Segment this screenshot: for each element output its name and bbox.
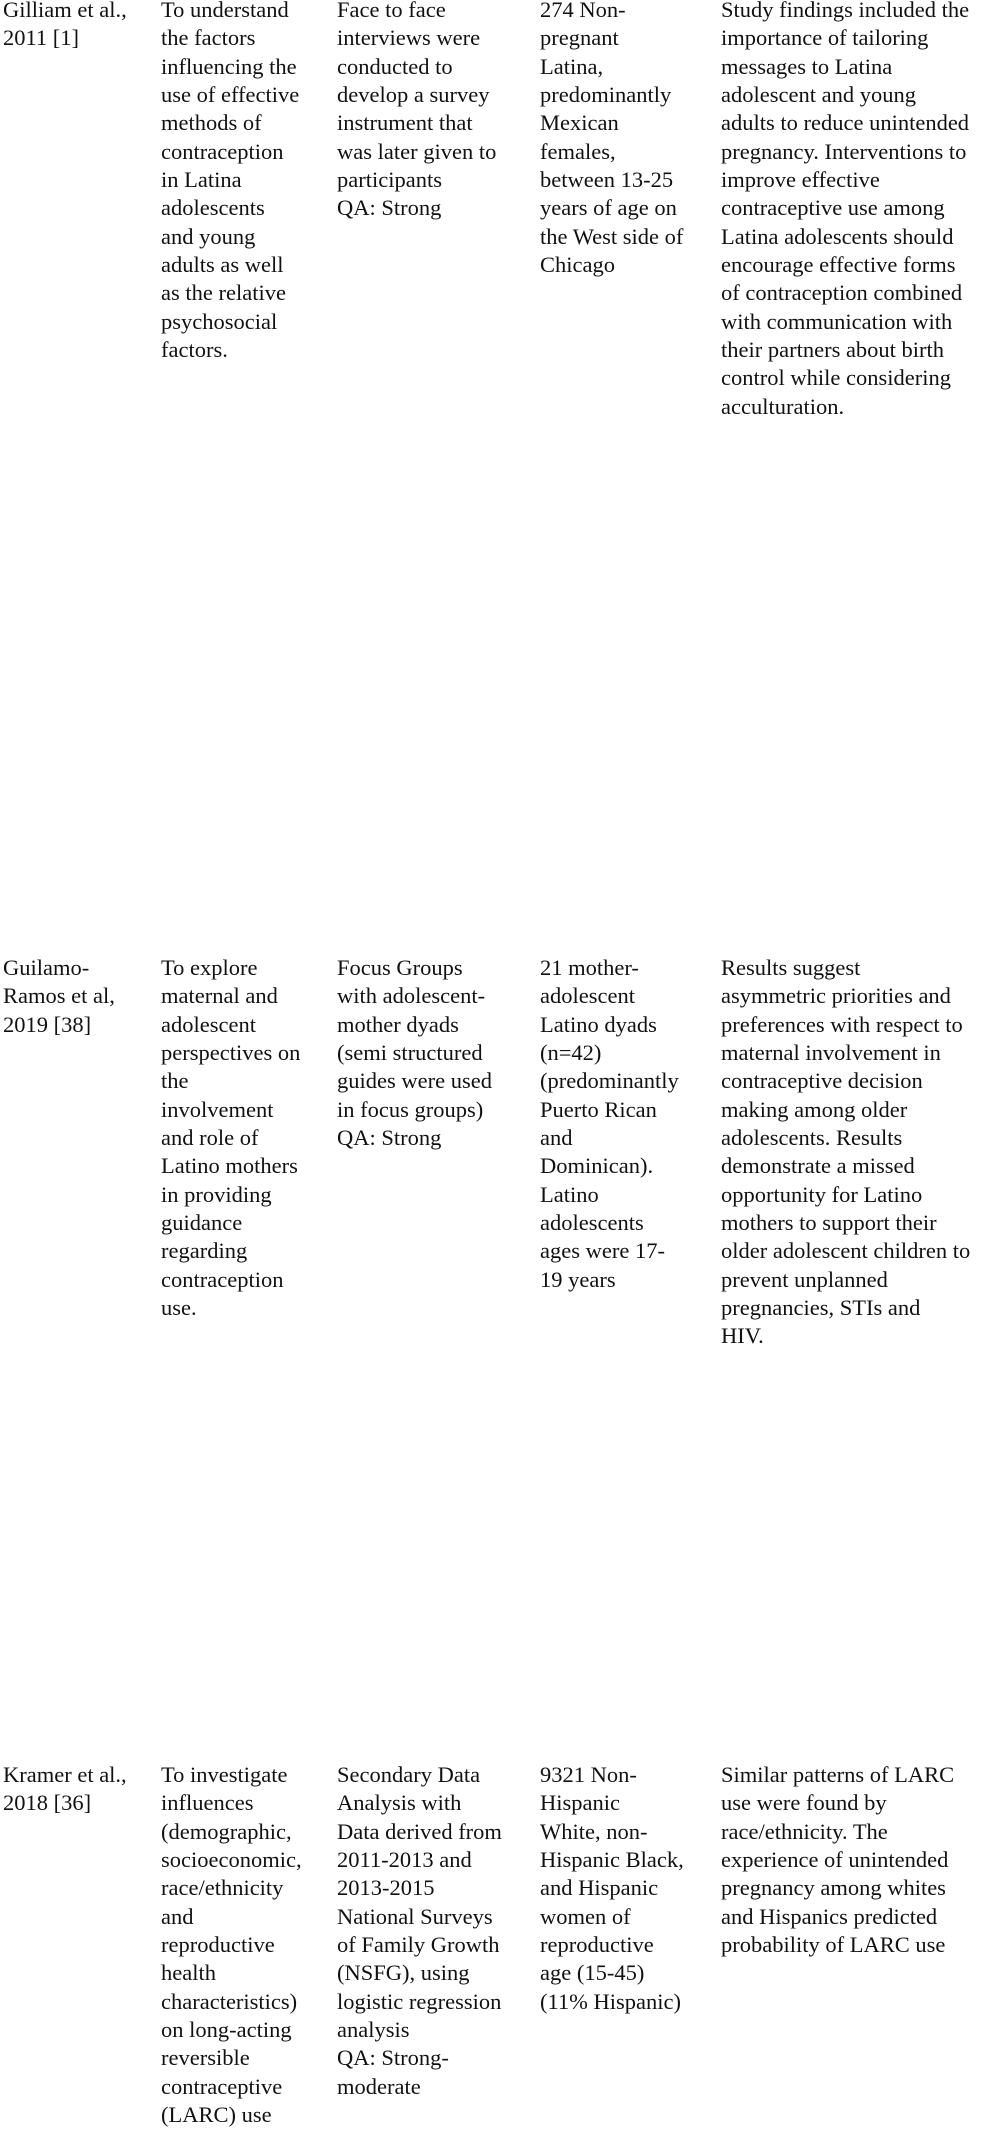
text-line: control while considering [721, 365, 951, 391]
text-line: use of effective [161, 82, 300, 108]
text-line: Latino dyads [540, 1011, 657, 1037]
purpose-cell [161, 954, 331, 1322]
text-line: Guilamo- [3, 955, 90, 980]
text-line: in providing [161, 1181, 272, 1207]
text-line: Data derived from [337, 1818, 502, 1844]
text-line: conducted to [337, 53, 453, 79]
text-line: race/ethnicity [161, 1875, 284, 1901]
text-line: importance of tailoring [721, 25, 929, 51]
text-line: analysis [337, 2017, 410, 2043]
text-line: Gilliam et al., [3, 0, 127, 22]
text-line: socioeconomic, [161, 1847, 302, 1873]
text-line: as the relative [161, 280, 286, 306]
text-line: Dominican). [540, 1153, 654, 1179]
text-line: use. [161, 1295, 197, 1321]
text-line: adolescents [540, 1210, 644, 1236]
text-line: years of age on [540, 195, 677, 221]
text-line: regarding [161, 1238, 248, 1264]
text-line: maternal and [161, 983, 278, 1009]
text-line: acculturation. [721, 393, 845, 419]
text-line: pregnancy. Interventions to [721, 138, 967, 164]
text-line: the West side of [540, 223, 684, 249]
design-cell [337, 0, 532, 223]
findings-cell [721, 0, 995, 421]
text-line: Latino mothers [161, 1153, 298, 1179]
text-line: in focus groups) [337, 1096, 484, 1122]
text-line: Hispanic Black, [540, 1847, 684, 1873]
text-line: QA: Strong [337, 195, 442, 221]
text-line: Results suggest [721, 955, 861, 980]
author-cell [3, 0, 153, 53]
text-line: characteristics) [161, 1988, 298, 2014]
text-line: develop a survey [337, 82, 490, 108]
text-line: improve effective [721, 167, 880, 193]
text-line: with communication with [721, 308, 953, 334]
text-line: and [540, 1125, 573, 1151]
purpose-cell [161, 0, 331, 364]
text-line: Similar patterns of LARC [721, 1762, 955, 1787]
findings-cell [721, 954, 995, 1351]
text-line: race/ethnicity. The [721, 1818, 888, 1844]
text-line: demonstrate a missed [721, 1153, 915, 1179]
table-row [0, 0, 995, 446]
text-line: 2011-2013 and [337, 1847, 472, 1873]
text-line: Latina adolescents should [721, 223, 954, 249]
text-line: Hispanic [540, 1790, 620, 1816]
text-line: probability of LARC use [721, 1932, 946, 1958]
text-line: contraceptive use among [721, 195, 945, 221]
text-line: guidance [161, 1210, 243, 1236]
text-line: adolescents. Results [721, 1125, 903, 1151]
text-line: (semi structured [337, 1040, 483, 1066]
text-line: National Surveys [337, 1903, 493, 1929]
text-line: opportunity for Latino [721, 1181, 923, 1207]
text-line: between 13-25 [540, 167, 674, 193]
sample-cell [540, 0, 715, 279]
text-line: QA: Strong [337, 1125, 442, 1151]
text-line: QA: Strong- [337, 2045, 449, 2071]
author-cell [3, 1761, 153, 1818]
text-line: and role of [161, 1125, 259, 1151]
text-line: encourage effective forms [721, 252, 956, 278]
design-cell [337, 1761, 532, 2101]
text-line: 2013-2015 [337, 1875, 435, 1901]
text-line: Focus Groups [337, 955, 463, 980]
author-cell [3, 954, 153, 1039]
table-row [0, 954, 995, 1354]
text-line: HIV. [721, 1323, 764, 1349]
text-line: contraceptive decision [721, 1068, 923, 1094]
text-line: maternal involvement in [721, 1040, 941, 1066]
text-line: Latino [540, 1181, 599, 1207]
text-line: psychosocial [161, 308, 278, 334]
text-line: adolescent [540, 983, 635, 1009]
text-line: White, non- [540, 1818, 648, 1844]
text-line: pregnancy among whites [721, 1875, 946, 1901]
text-line: 19 years [540, 1266, 616, 1292]
text-line: (LARC) use [161, 2102, 272, 2128]
text-line: (11% Hispanic) [540, 1988, 681, 2014]
text-line: women of [540, 1903, 631, 1929]
text-line: 9321 Non- [540, 1762, 637, 1787]
text-line: mother dyads [337, 1011, 459, 1037]
text-line: messages to Latina [721, 53, 893, 79]
text-line: making among older [721, 1096, 908, 1122]
text-line: ages were 17- [540, 1238, 665, 1264]
text-line: mothers to support their [721, 1210, 937, 1236]
text-line: of Family Growth [337, 1932, 500, 1958]
text-line: older adolescent children to [721, 1238, 971, 1264]
text-line: with adolescent- [337, 983, 486, 1009]
text-line: Study findings included the [721, 0, 970, 22]
text-line: 21 mother- [540, 955, 639, 980]
text-line: adolescents [161, 195, 265, 221]
sample-cell [540, 954, 715, 1294]
text-line: age (15-45) [540, 1960, 645, 1986]
text-line: moderate [337, 2073, 421, 2099]
text-line: (NSFG), using [337, 1960, 470, 1986]
findings-cell [721, 1761, 995, 1959]
text-line: and [161, 1903, 194, 1929]
text-line: Ramos et al, [3, 983, 115, 1009]
text-line: perspectives on [161, 1040, 301, 1066]
text-line: pregnant [540, 25, 619, 51]
text-line: influencing the [161, 53, 297, 79]
text-line: (demographic, [161, 1818, 292, 1844]
text-line: reversible [161, 2045, 250, 2071]
text-line: participants [337, 167, 442, 193]
text-line: Analysis with [337, 1790, 462, 1816]
text-line: and Hispanics predicted [721, 1903, 938, 1929]
text-line: the [161, 1068, 189, 1094]
text-line: Secondary Data [337, 1762, 481, 1787]
text-line: Chicago [540, 252, 615, 278]
text-line: adults to reduce unintended [721, 110, 970, 136]
text-line: 2011 [1] [3, 25, 80, 51]
text-line: preferences with respect to [721, 1011, 963, 1037]
text-line: contraception [161, 1266, 284, 1292]
text-line: health [161, 1960, 216, 1986]
text-line: Puerto Rican [540, 1096, 657, 1122]
text-line: To understand [161, 0, 289, 22]
text-line: 2019 [38] [3, 1011, 92, 1037]
text-line: interviews were [337, 25, 481, 51]
text-line: reproductive [540, 1932, 654, 1958]
text-line: Mexican [540, 110, 619, 136]
design-cell [337, 954, 532, 1152]
text-line: on long-acting [161, 2017, 292, 2043]
text-line: the factors [161, 25, 256, 51]
text-line: adolescent [161, 1011, 256, 1037]
text-line: (n=42) [540, 1040, 602, 1066]
text-line: Face to face [337, 0, 446, 22]
text-line: pregnancies, STIs and [721, 1295, 921, 1321]
text-line: use were found by [721, 1790, 887, 1816]
text-line: Latina, [540, 53, 604, 79]
text-line: adolescent and young [721, 82, 916, 108]
text-line: contraception [161, 138, 284, 164]
text-line: asymmetric priorities and [721, 983, 951, 1009]
purpose-cell [161, 1761, 331, 2129]
text-line: logistic regression [337, 1988, 502, 2014]
table-row [0, 1761, 995, 2130]
text-line: factors. [161, 337, 228, 363]
text-line: involvement [161, 1096, 274, 1122]
text-line: instrument that [337, 110, 473, 136]
text-line: To investigate [161, 1762, 288, 1787]
text-line: and young [161, 223, 256, 249]
text-line: methods of [161, 110, 262, 136]
text-line: 2018 [36] [3, 1790, 92, 1816]
text-line: was later given to [337, 138, 497, 164]
text-line: guides were used [337, 1068, 492, 1094]
text-line: of contraception combined [721, 280, 963, 306]
text-line: (predominantly [540, 1068, 679, 1094]
sample-cell [540, 1761, 715, 2016]
text-line: females, [540, 138, 616, 164]
text-line: adults as well [161, 252, 284, 278]
text-line: prevent unplanned [721, 1266, 888, 1292]
text-line: experience of unintended [721, 1847, 949, 1873]
text-line: 274 Non- [540, 0, 626, 22]
text-line: predominantly [540, 82, 672, 108]
text-line: their partners about birth [721, 337, 945, 363]
text-line: Kramer et al., [3, 1762, 127, 1787]
text-line: in Latina [161, 167, 242, 193]
text-line: contraceptive [161, 2073, 283, 2099]
text-line: To explore [161, 955, 258, 980]
text-line: reproductive [161, 1932, 275, 1958]
text-line: and Hispanic [540, 1875, 659, 1901]
text-line: influences [161, 1790, 254, 1816]
